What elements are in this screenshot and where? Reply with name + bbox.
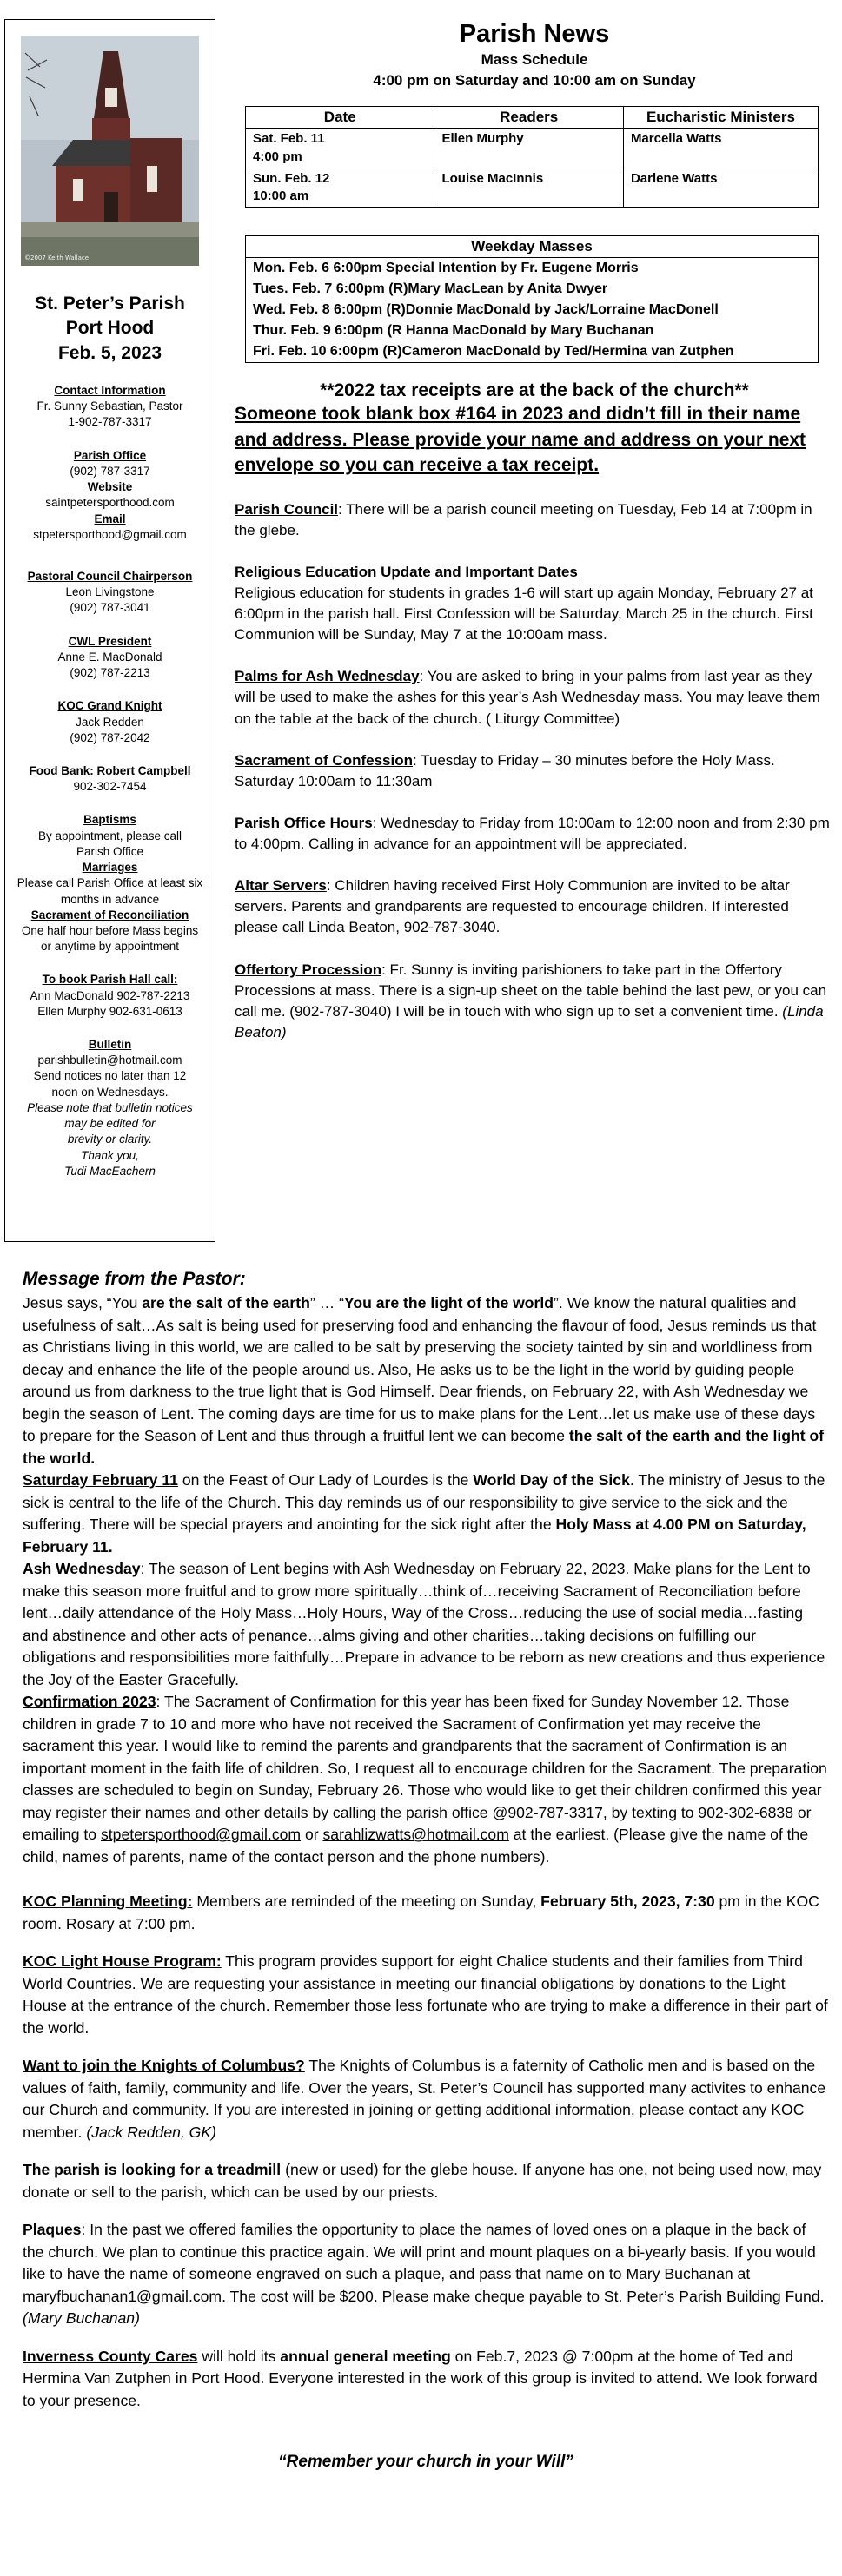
pastor-message-salt-light: Jesus says, “You are the salt of the earth” … “You are the light of the world”. We know the natural qualities and usefulness of salt…As salt is being used for preserving food and enhancing the flavour of food, Jesus reminds us that as Christians living in this world, we are called to be salt by preserving the society tainted by sin and worldliness from decay and enhance the life of the people around us. Also, He asks us to be the light in the world by guiding people around us from darkness to the true light that is God Himself. Dear friends, on February 22, with Ash Wednesday we begin the season of Lent. The coming days are time for us to make plans for the Lent…let us make use of these days to prepare for the Season of Lent and thus through a fruitful lent we can become the salt of the earth and the light of the world. [23,1294,825,1467]
religious-education-notice: Religious Education Update and Important Dates Religious education for students in grades 1-6 will start up again Monday, February 27 at 6:00pm in the parish hall. First Confession will be Saturday, March 25 in the church. First Communion will be Sunday, May 7 at the 10:00am mass. [235,563,813,644]
list-item: Wed. Feb. 8 6:00pm (R)Donnie MacDonald by Jack/Lorraine MacDonell [253,302,719,318]
sidebar-contact-panel [4,19,215,1242]
mass-times: 4:00 pm on Saturday and 10:00 am on Sunday [373,71,696,89]
table-header-row [246,107,819,129]
page-title: Parish News [459,20,610,48]
list-item: Mon. Feb. 6 6:00pm Special Intention by Fr. Eugene Morris [253,261,639,276]
website-link[interactable]: saintpetersporthood.com [45,496,175,510]
pastor-message-heading: Message from the Pastor: [23,1269,246,1289]
mass-schedule-heading: Mass Schedule [481,50,588,68]
baptisms-info: Baptisms By appointment, please call Parish Office [37,813,182,858]
readers-cell: Louise MacInnis [434,168,623,208]
weekday-masses-title: Weekday Masses [246,236,818,258]
cwl-info: CWL President Anne E. MacDonald (902) 787-2213 [57,634,162,680]
ministers-cell: Marcella Watts [623,129,818,168]
council-notice: Parish Council: There will be a parish council meeting on Tuesday, Feb 14 at 7:00pm in the glebe. [235,500,812,538]
lower-section [23,1266,829,2474]
table-row [246,168,819,208]
palms-notice: Palms for Ash Wednesday: You are asked to bring in your palms from last year as they will be used to make the ashes for this year’s Ash Wednesday mass. You may leave them on the table at the back of the church. ( Liturgy Committee) [235,668,820,727]
column-header: Date [246,107,434,129]
svg-text:©2007 Keith Wallace: ©2007 Keith Wallace [24,254,90,261]
inverness-notice: Inverness County Cares will hold its annual general meeting on Feb.7, 2023 @ 7:00pm at the home of Ted and Hermina Van Zutphen in Port Hood. Everyone interested in the work of this group is invited to attend. We look forward to your presence. [23,2347,818,2409]
email-link[interactable]: stpetersporthood@gmail.com [33,527,187,541]
koc-lighthouse-notice: KOC Light House Program: This program provides support for eight Chalice students and their families from Third World Countries. We are requesting your assistance in meeting our financial obligations by donations to the Light House at the entrance of the church. Remember those less fortunate who are trying to make a difference in their part of the world. [23,1952,828,2037]
mass-schedule-table [245,106,819,208]
koc-join-notice: Want to join the Knights of Columbus? The Knights of Columbus is a faternity of Catholic men and is based on the values of faith, family, community and life. Over the years, St. Peter’s Council has supported many activites to enhance our Church and community. If you are interested in joining or getting additional information, please contact any KOC member. (Jack Redden, GK) [23,2057,826,2141]
confession-notice: Sacrament of Confession: Tuesday to Friday – 30 minutes before the Holy Mass. Saturday 10:00am to 11:30am [235,751,775,789]
contact-info: Contact Information Fr. Sunny Sebastian, Pastor 1-902-787-3317 [36,384,183,429]
list-item: Fri. Feb. 10 6:00pm (R)Cameron MacDonald by Ted/Hermina van Zutphen [253,344,734,360]
koc-planning-notice: KOC Planning Meeting: Members are reminded of the meeting on Sunday, February 5th, 2023, 7:30 pm in the KOC room. Rosary at 7:00 pm. [23,1892,819,1932]
date-cell: Sat. Feb. 11 4:00 pm [246,129,434,168]
main-column [235,19,834,1043]
readers-cell: Ellen Murphy [434,129,623,168]
koc-info: KOC Grand Knight Jack Redden (902) 787-2042 [57,699,162,744]
altar-servers-notice: Altar Servers: Children having received First Holy Communion are invited to be altar servers. Parents and grandparents are requested to encourage children. If interested please call Linda Beaton, 902-787-3040. [235,877,790,936]
bulletin-info: Bulletin parishbulletin@hotmail.com Send notices no later than 12 noon on Wednesdays. Please note that bulletin notices may be edited for brevity or clarity. Thank you, Tudi MacEachern [27,1038,193,1178]
pastoral-council-info: Pastoral Council Chairperson Leon Livingstone (902) 787-3041 [27,570,193,615]
treadmill-notice: The parish is looking for a treadmill (new or used) for the glebe house. If anyone has one, not being used now, may donate or sell to the parish, which can be used by our priests. [23,2161,822,2201]
office-hours-notice: Parish Office Hours: Wednesday to Friday from 10:00am to 12:00 noon and from 2:30 pm to 4:00pm. Calling in advance for an appointment will be appreciated. [235,814,830,853]
parish-hall-info: To book Parish Hall call: Ann MacDonald 902-787-2213 Ellen Murphy 902-631-0613 [30,973,190,1018]
email-link[interactable]: stpetersporthood@gmail.com [100,1826,302,1844]
table-row [246,129,819,168]
column-header: Eucharistic Ministers [623,107,818,129]
column-header: Readers [434,107,623,129]
offertory-notice: Offertory Procession: Fr. Sunny is inviting parishioners to take part in the Offertory Processions at mass. There is a sign-up sheet on the table behind the last pew, or you can call me. (902-787-3040) I will be in touch with who sign up to set a convenient time. (Linda Beaton) [235,961,827,1040]
weekday-masses-box [245,235,819,363]
footer-quote: “Remember your church in your Will” [278,2453,573,2472]
marriages-info: Marriages Please call Parish Office at least six months in advance [17,861,203,906]
date-cell: Sun. Feb. 12 10:00 am [246,168,434,208]
ash-wednesday-notice: Ash Wednesday: The season of Lent begins with Ash Wednesday on February 22, 2023. Make plans for the Lent to make this season more fruitful and to grow more spiritually…think of…receiving Sacrament of Reconciliation before lent…daily attendance of the Holy Mass…Holy Hours, Way of the Cross…reducing the use of social media…fasting and abstinence and other acts of penance…alms giving and other charities…taking decisions on fulfilling our obligations and responsibilities more faithfully…Prepare in advance to be reborn as new creations and thus experience the Joy of the Easter Gracefully. [23,1560,825,1688]
food-bank-info: Food Bank: Robert Campbell 902-302-7454 [29,763,191,794]
tax-box-notice: Someone took blank box #164 in 2023 and didn’t fill in their name and address. Please provide your name and address on your next envelope so you can receive a tax receipt. [235,404,806,476]
world-day-sick-notice: Saturday February 11 on the Feast of Our Lady of Lourdes is the World Day of the Sick. The ministry of Jesus to the sick is central to the life of the Church. This day reminds us of our responsibility to give service to the sick and the suffering. There will be special prayers and anointing for the sick right after the Holy Mass at 4.00 PM on Saturday, February 11. [23,1471,825,1556]
confirmation-notice: Confirmation 2023: The Sacrament of Confirmation for this year has been fixed for Sunday November 12. Those children in grade 7 to 10 and more who have not received the Sacrament of Confirmation yet may receive the sacrament this year. I would like to remind the parents and grandparents that the sacrament of Confirmation is an important moment in the faith life of children. So, I request all to encourage children for the Sacrament. The preparation classes are scheduled to begin on Sunday, February 26. Those who would like to get their children confirmed this year may register their names and other details by calling the parish office @902-787-3317, by texting to 902-302-6838 or emailing to stpetersporthood@gmail.com or sarahlizwatts@hotmail.com at the earliest. (Please give the name of the child, names of parents, name of the contact person and the phone numbers). [23,1693,827,1866]
parish-name: St. Peter’s Parish Port Hood Feb. 5, 2023 [35,294,185,363]
email-link[interactable]: sarahlizwatts@hotmail.com [322,1826,509,1844]
plaques-notice: Plaques: In the past we offered families the opportunity to place the names of loved ones on a plaque in the back of the church. We plan to continue this practice again. We will print and mount plaques on a bi-yearly basis. If you would like to have the name of someone engraved on such a plaque, and pass that name on to Mary Buchanan at maryfbuchanan1@gmail.com. The cost will be $200. Please make cheque payable to St. Peter’s Parish Building Fund. (Mary Buchanan) [23,2221,825,2328]
reconciliation-info: Sacrament of Reconciliation One half hour before Mass begins or anytime by appointment [21,908,199,954]
ministers-cell: Darlene Watts [623,168,818,208]
list-item: Thur. Feb. 9 6:00pm (R Hanna MacDonald by Mary Buchanan [253,323,654,339]
church-photo [21,36,199,266]
tax-receipt-notice: **2022 tax receipts are at the back of the church** [320,380,749,401]
parish-office-info: Parish Office (902) 787-3317 Website saintpetersporthood.com Email stpetersporthood@gmail.com [5,448,215,543]
list-item: Tues. Feb. 7 6:00pm (R)Mary MacLean by Anita Dwyer [253,281,608,297]
